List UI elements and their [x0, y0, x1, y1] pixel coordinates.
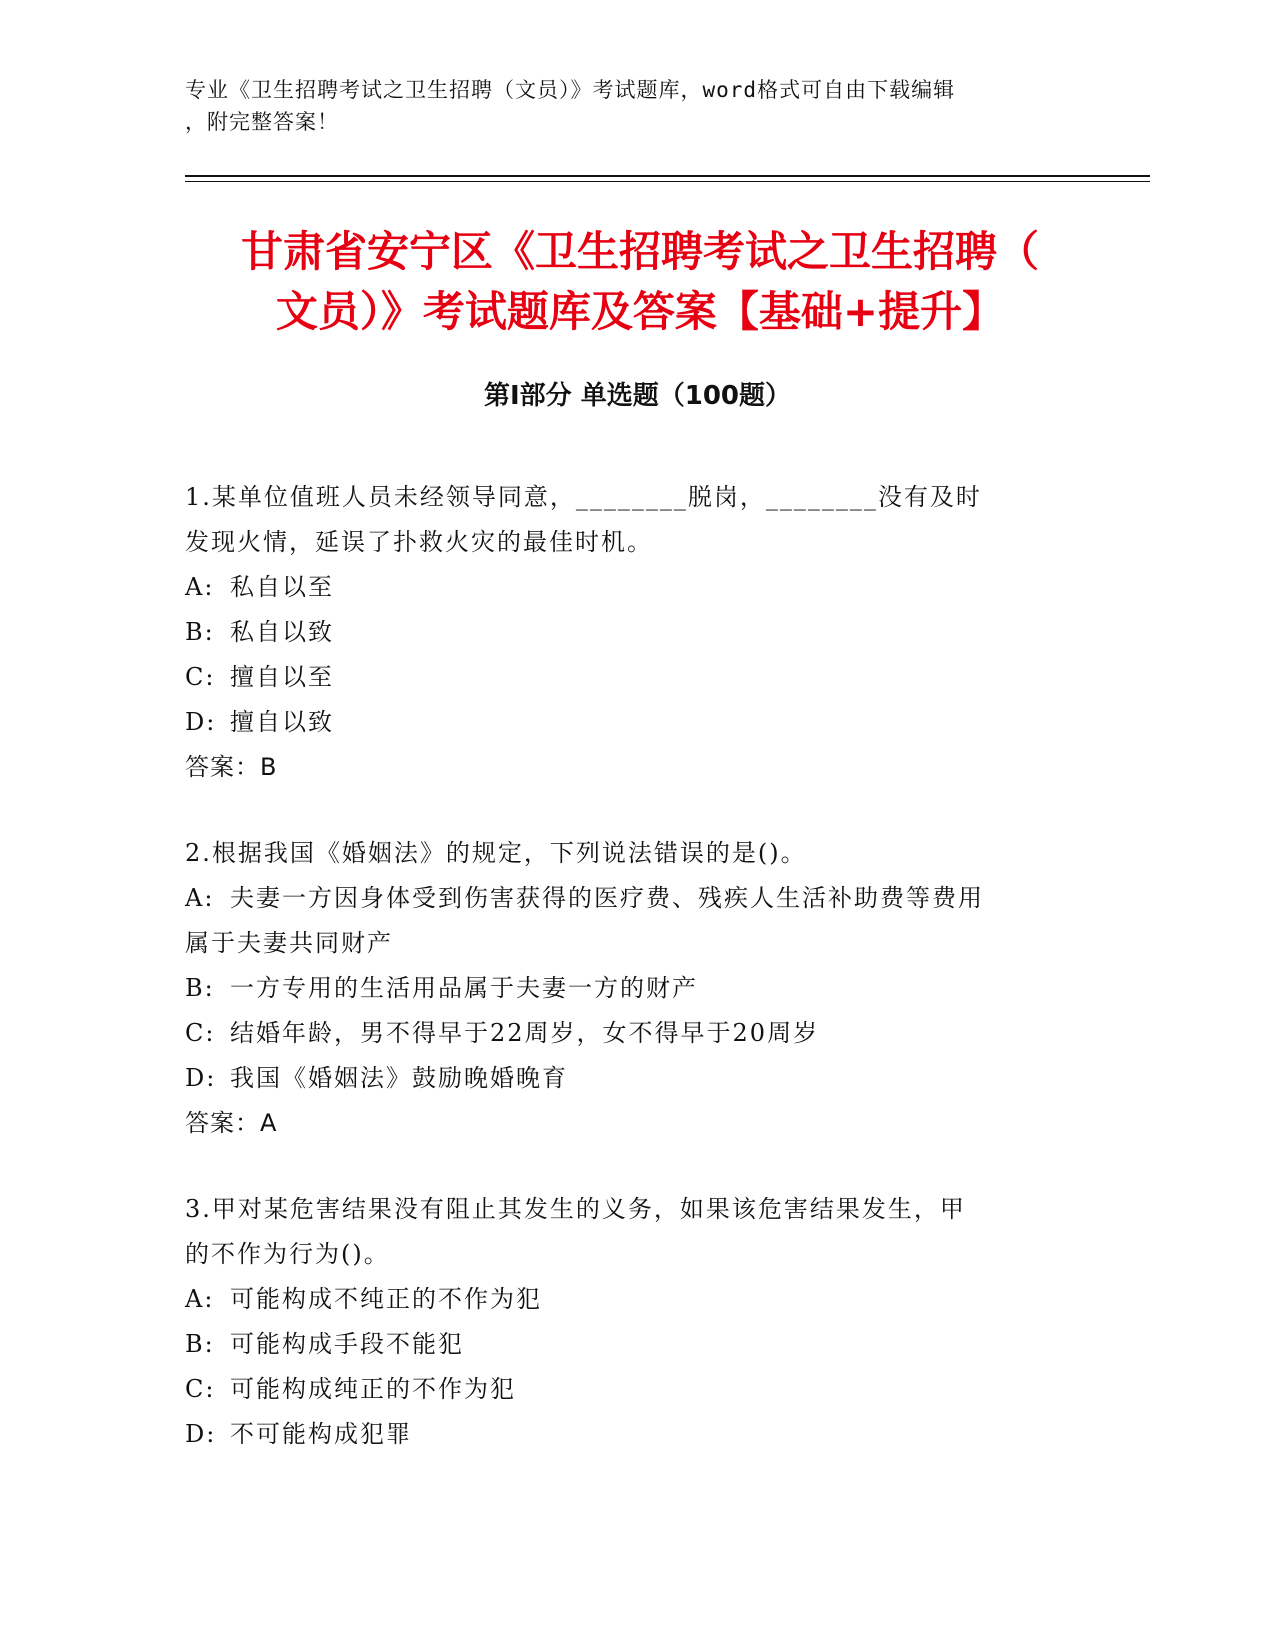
option-text: 擅自以至: [230, 663, 334, 691]
question-stem-line: 的不作为行为()。: [185, 1240, 390, 1268]
header-note-line-1: 专业《卫生招聘考试之卫生招聘（文员）》考试题库，word格式可自由下载编辑: [185, 78, 956, 102]
option-text: 结婚年龄，男不得早于22周岁，女不得早于20周岁: [230, 1019, 820, 1047]
option-text: 一方专用的生活用品属于夫妻一方的财产: [230, 974, 698, 1002]
option-a: [185, 1277, 1070, 1322]
option-c: [185, 1011, 1070, 1056]
option-d: [185, 1056, 1070, 1101]
option-key: D:: [185, 1420, 217, 1448]
option-text: 可能构成不纯正的不作为犯: [230, 1285, 542, 1313]
option-text: 夫妻一方因身体受到伤害获得的医疗费、残疾人生活补助费等费用: [230, 884, 984, 912]
question-stem-line: 3.甲对某危害结果没有阻止其发生的义务，如果该危害结果发生，甲: [185, 1195, 966, 1223]
option-key: C:: [185, 1375, 216, 1403]
option-key: B:: [185, 974, 215, 1002]
question-stem-line: 2.根据我国《婚姻法》的规定，下列说法错误的是()。: [185, 839, 807, 867]
option-c: [185, 1367, 1070, 1412]
option-a: [185, 876, 1070, 921]
option-key: A:: [185, 1285, 215, 1313]
option-b: [185, 1322, 1070, 1367]
option-b: [185, 610, 1070, 655]
option-a: [185, 565, 1070, 610]
question-3: [185, 1187, 1070, 1457]
option-a-continuation: 属于夫妻共同财产: [185, 929, 393, 957]
question-2: [185, 831, 1070, 1146]
answer-line: 答案：B: [185, 753, 278, 781]
option-key: C:: [185, 1019, 216, 1047]
option-text: 可能构成手段不能犯: [230, 1330, 464, 1358]
question-list: [185, 475, 1070, 1498]
option-text: 擅自以致: [230, 708, 334, 736]
section-heading: 第Ⅰ部分 单选题（100题）: [484, 381, 791, 411]
document-title-line-2: 文员）》考试题库及答案【基础+提升】: [275, 287, 1005, 336]
option-c: [185, 655, 1070, 700]
header-rule-thick: [185, 175, 1150, 177]
option-text: 私自以致: [230, 618, 334, 646]
option-d: [185, 700, 1070, 745]
option-key: C:: [185, 663, 216, 691]
option-key: B:: [185, 618, 215, 646]
option-key: B:: [185, 1330, 215, 1358]
option-key: A:: [185, 573, 215, 601]
option-text: 不可能构成犯罪: [230, 1420, 412, 1448]
header-note-line-2: ，附完整答案！: [185, 110, 339, 134]
option-text: 我国《婚姻法》鼓励晚婚晚育: [230, 1064, 568, 1092]
option-key: D:: [185, 1064, 217, 1092]
document-title-line-1: 甘肃省安宁区《卫生招聘考试之卫生招聘（: [240, 227, 1039, 276]
question-stem-line: 发现火情，延误了扑救火灾的最佳时机。: [185, 528, 653, 556]
option-b: [185, 966, 1070, 1011]
question-1: [185, 475, 1070, 790]
header-note: [185, 74, 1065, 138]
option-key: D:: [185, 708, 217, 736]
header-rule-thin: [185, 181, 1150, 182]
option-text: 私自以至: [230, 573, 334, 601]
option-text: 可能构成纯正的不作为犯: [230, 1375, 516, 1403]
question-stem-line: 1.某单位值班人员未经领导同意，________脱岗，________没有及时: [185, 483, 982, 511]
option-d: [185, 1412, 1070, 1457]
option-key: A:: [185, 884, 215, 912]
document-title: [160, 222, 1120, 342]
answer-line: 答案：A: [185, 1109, 278, 1137]
